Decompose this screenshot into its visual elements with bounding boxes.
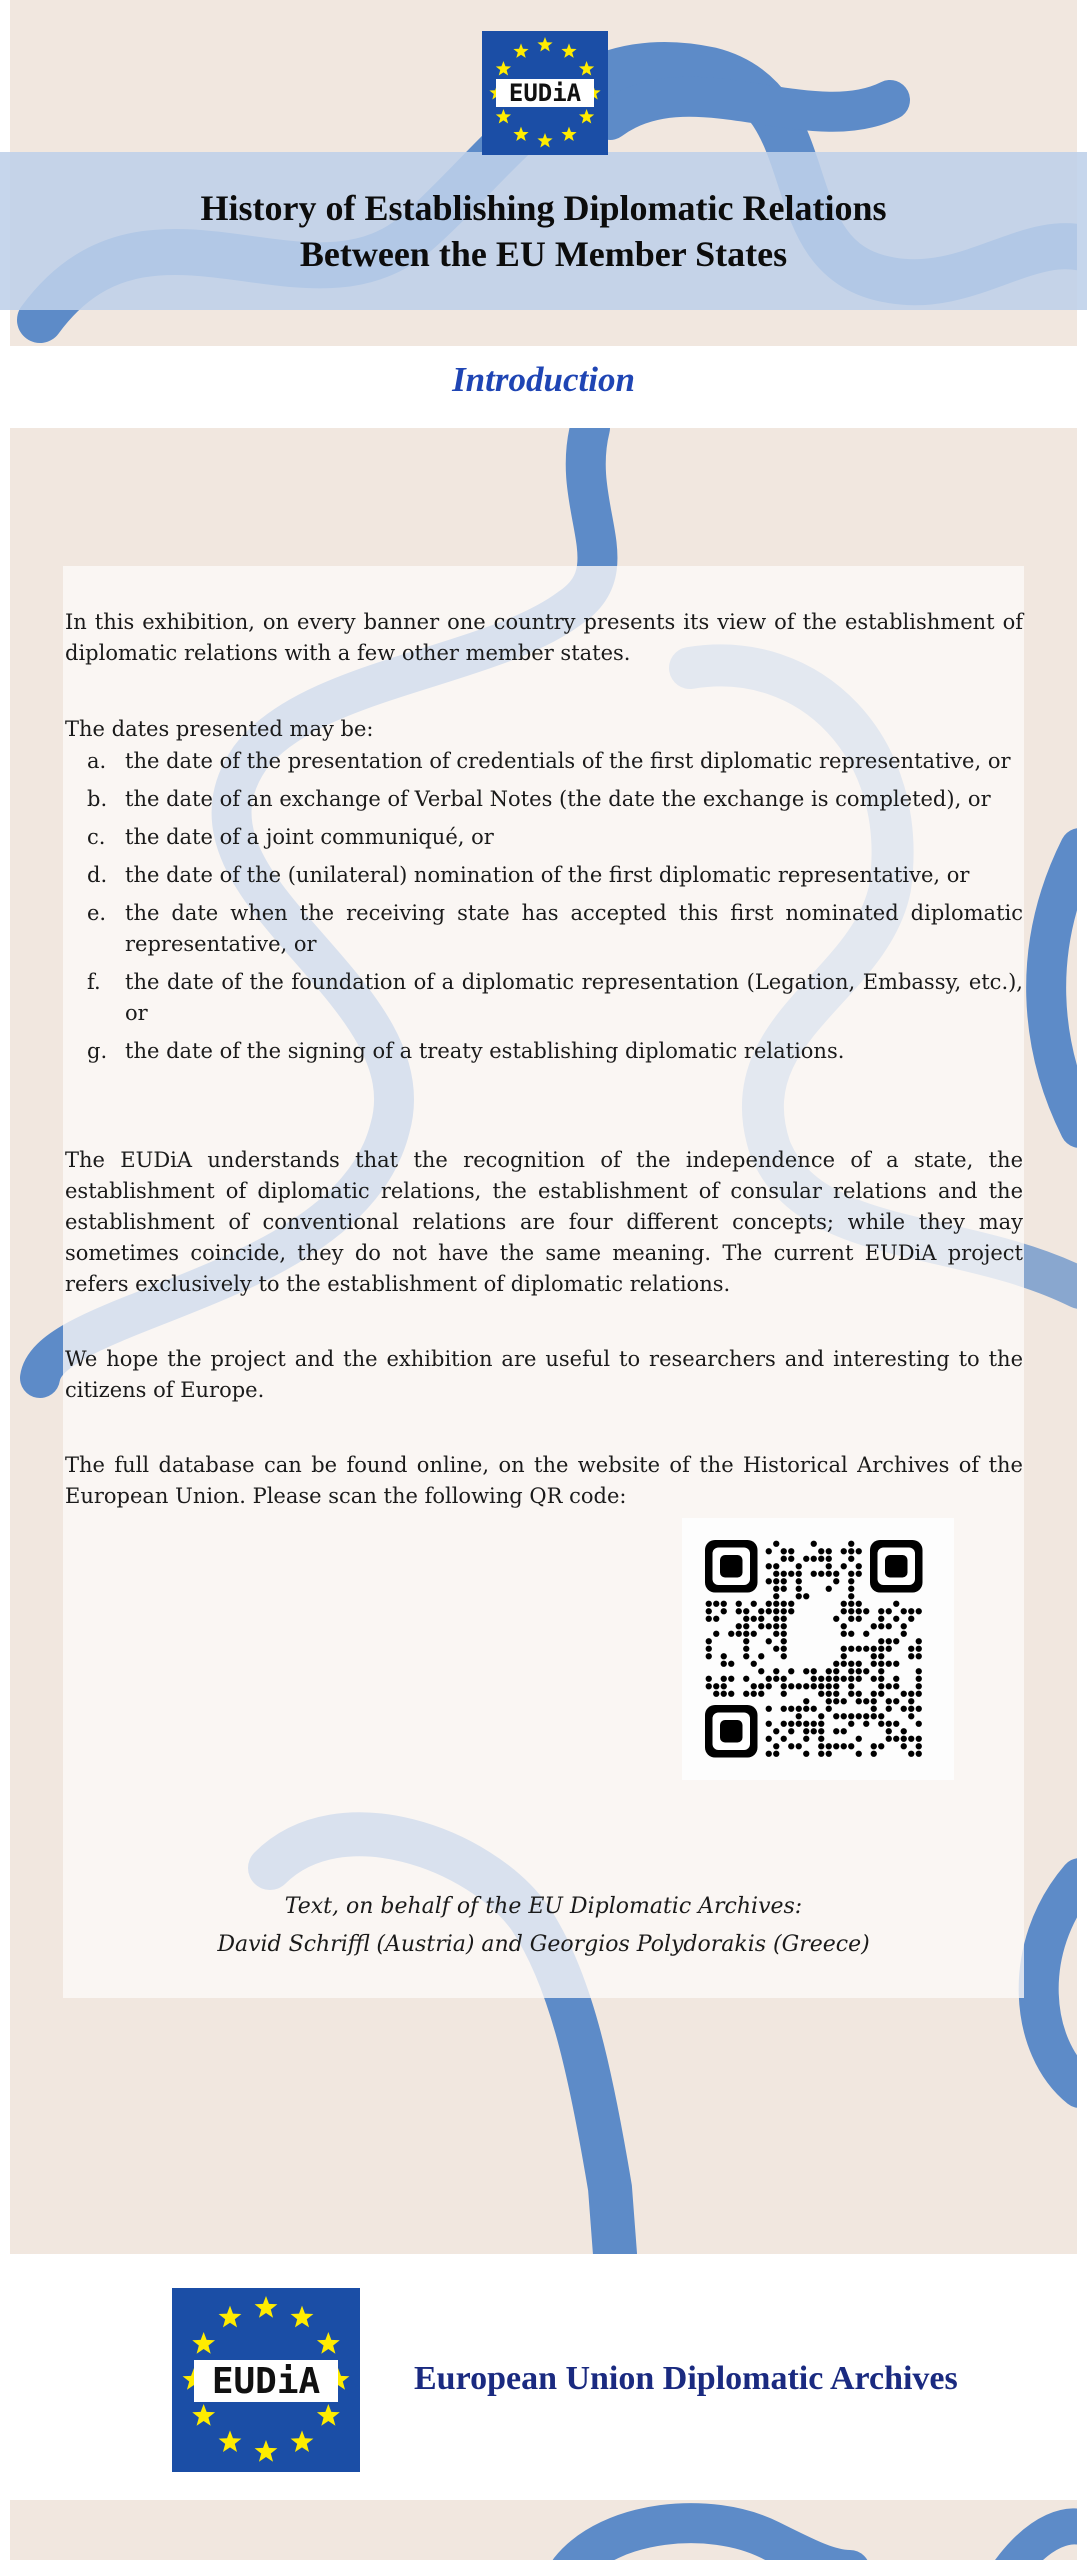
- list-item-text: the date of the presentation of credentials of the first diplomatic representative, or: [125, 749, 1011, 773]
- page-title: [200, 185, 886, 277]
- title-line-1: History of Establishing Diplomatic Relations: [200, 188, 887, 228]
- hope-paragraph: [65, 1344, 1023, 1406]
- list-item-text: the date of the (unilateral) nomination of the first diplomatic representative, or: [125, 863, 970, 887]
- list-item-text: the date of an exchange of Verbal Notes (the date the exchange is completed), or: [125, 787, 991, 811]
- signature-line-1: Text, on behalf of the EU Diplomatic Archives:: [284, 1894, 803, 1919]
- logo-text: EUDiA: [508, 79, 582, 107]
- qr-code-icon[interactable]: [682, 1518, 954, 1780]
- list-marker: e.: [87, 901, 107, 925]
- hope-text: We hope the project and the exhibition are useful to researchers and interesting to the citizens of Europe.: [65, 1347, 1023, 1402]
- signature-authors: David Schriffl (Austria) and Georgios Polydorakis (Greece): [217, 1932, 870, 1957]
- qr-code-container[interactable]: [682, 1518, 954, 1780]
- understanding-paragraph: [65, 1145, 1023, 1300]
- title-line-2: Between the EU Member States: [299, 234, 788, 274]
- signature-block: [63, 1888, 1024, 1964]
- list-item-text: the date of the signing of a treaty establishing diplomatic relations.: [125, 1039, 845, 1063]
- intro-text: In this exhibition, on every banner one country presents its view of the establishment of diplomatic relations with a few other member states.: [65, 610, 1023, 665]
- list-item-text: the date of the foundation of a diplomatic representation (Legation, Embassy, etc.), or: [125, 970, 1023, 1025]
- list-marker: f.: [87, 970, 101, 994]
- list-marker: c.: [87, 825, 106, 849]
- list-item: [65, 784, 1023, 815]
- logo-text: EUDiA: [211, 2361, 321, 2402]
- dates-lead-text: The dates presented may be:: [65, 717, 374, 741]
- dates-list: [65, 746, 1023, 1074]
- list-marker: a.: [87, 749, 107, 773]
- decorative-ribbon-icon: [10, 2500, 1077, 2560]
- bottom-strip: [10, 2500, 1077, 2560]
- title-band: [0, 152, 1087, 310]
- list-item: [65, 967, 1023, 1029]
- list-item-text: the date of a joint communiqué, or: [125, 825, 494, 849]
- organization-name: European Union Diplomatic Archives: [414, 2360, 958, 2397]
- dates-lead: [65, 714, 1023, 745]
- list-item: [65, 898, 1023, 960]
- list-item-text: the date when the receiving state has accepted this first nominated diplomatic representative, or: [125, 901, 1023, 956]
- section-heading: Introduction: [452, 360, 635, 399]
- list-marker: g.: [87, 1039, 108, 1063]
- eudia-logo-icon: [482, 31, 608, 155]
- list-item: [65, 1036, 1023, 1067]
- list-item: [65, 822, 1023, 853]
- intro-paragraph: [65, 607, 1023, 669]
- eudia-logo-icon: [172, 2288, 360, 2472]
- list-marker: d.: [87, 863, 108, 887]
- understanding-text: The EUDiA understands that the recognition of the independence of a state, the establishment of diplomatic relations, the establishment of consular relations and the establishment of conventional relations are four different concepts; while they may sometimes coincide, they do not have the same meaning. The current EUDiA project refers exclusively to the establishment of diplomatic relations.: [65, 1148, 1023, 1296]
- list-item: [65, 860, 1023, 891]
- database-text: The full database can be found online, on the website of the Historical Archives of the European Union. Please scan the following QR code:: [65, 1453, 1023, 1508]
- list-item: [65, 746, 1023, 777]
- list-marker: b.: [87, 787, 108, 811]
- database-paragraph: [65, 1450, 1023, 1512]
